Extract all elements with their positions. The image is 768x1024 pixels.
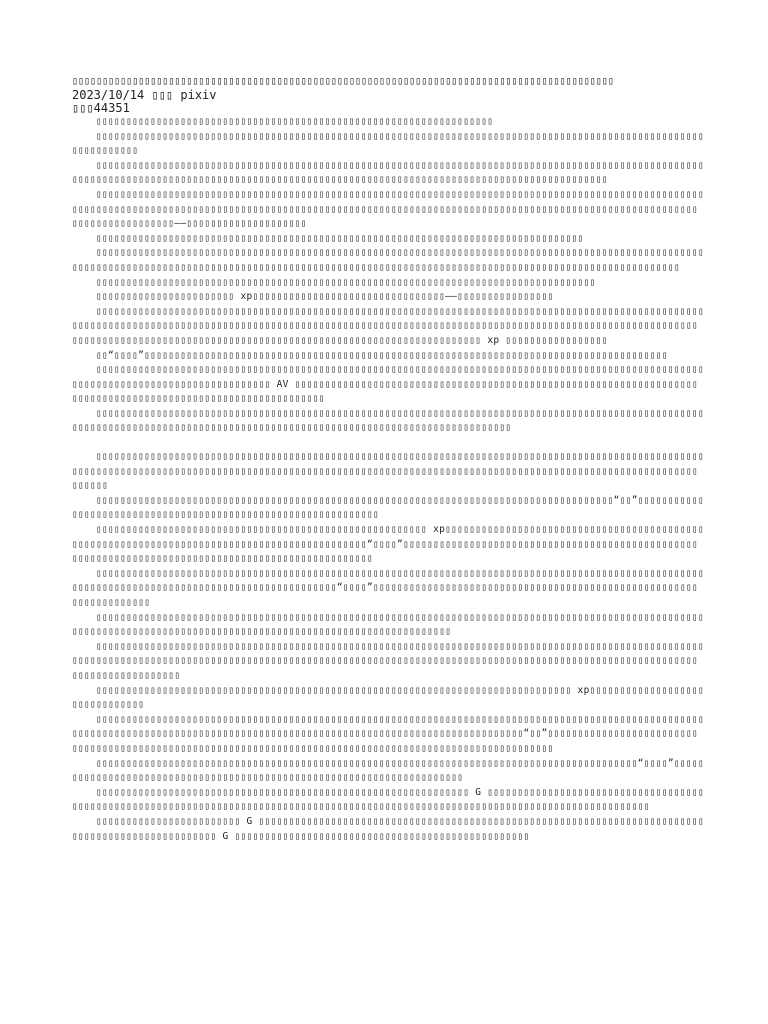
paragraph-19: ▯▯▯▯▯▯▯▯▯▯▯▯▯▯▯▯▯▯▯▯▯▯▯▯▯▯▯▯▯▯▯▯▯▯▯▯▯▯▯▯▯▯▯▯▯▯▯▯▯▯▯▯▯▯▯▯▯▯▯▯▯▯▯▯▯▯▯▯▯▯▯▯▯▯▯▯▯▯▯ xp▯▯▯▯▯▯▯▯▯▯▯▯▯▯▯▯▯▯▯▯▯▯▯▯▯▯▯▯▯▯▯ (72, 684, 704, 711)
paragraph-20: ▯▯▯▯▯▯▯▯▯▯▯▯▯▯▯▯▯▯▯▯▯▯▯▯▯▯▯▯▯▯▯▯▯▯▯▯▯▯▯▯▯▯▯▯▯▯▯▯▯▯▯▯▯▯▯▯▯▯▯▯▯▯▯▯▯▯▯▯▯▯▯▯▯▯▯▯▯▯▯▯▯▯▯▯▯▯▯▯▯▯▯▯▯▯▯▯▯▯▯▯▯▯▯▯▯▯▯▯▯▯▯▯▯▯▯▯▯▯▯▯▯▯▯▯▯▯▯▯▯▯▯▯▯▯▯▯▯▯▯▯▯▯▯▯▯▯▯▯▯▯▯▯▯▯▯▯▯▯▯▯▯▯▯▯▯▯▯▯▯▯▯▯▯▯▯▯“▯▯”▯▯▯▯▯▯▯▯▯▯▯▯▯▯▯▯▯▯▯▯▯▯▯▯▯▯▯▯▯▯▯▯▯▯▯▯▯▯▯▯▯▯▯▯▯▯▯▯▯▯▯▯▯▯▯▯▯▯▯▯▯▯▯▯▯▯▯▯▯▯▯▯▯▯▯▯▯▯▯▯▯▯▯▯▯▯▯▯▯▯▯▯▯▯▯▯▯▯▯▯▯▯▯▯▯ (72, 713, 704, 754)
paragraph-8: ▯▯▯▯▯▯▯▯▯▯▯▯▯▯▯▯▯▯▯▯▯▯▯ xp▯▯▯▯▯▯▯▯▯▯▯▯▯▯▯▯▯▯▯▯▯▯▯▯▯▯▯▯▯▯▯▯——▯▯▯▯▯▯▯▯▯▯▯▯▯▯▯▯ (96, 291, 554, 303)
paragraph-22: ▯▯▯▯▯▯▯▯▯▯▯▯▯▯▯▯▯▯▯▯▯▯▯▯▯▯▯▯▯▯▯▯▯▯▯▯▯▯▯▯▯▯▯▯▯▯▯▯▯▯▯▯▯▯▯▯▯▯▯▯▯▯ G ▯▯▯▯▯▯▯▯▯▯▯▯▯▯▯▯▯▯▯▯▯▯▯▯▯▯▯▯▯▯▯▯▯▯▯▯▯▯▯▯▯▯▯▯▯▯▯▯▯▯▯▯▯▯▯▯▯▯▯▯▯▯▯▯▯▯▯▯▯▯▯▯▯▯▯▯▯▯▯▯▯▯▯▯▯▯▯▯▯▯▯▯▯▯▯▯▯▯▯▯▯▯▯▯▯▯▯▯▯▯▯▯▯▯▯▯▯▯▯▯▯▯▯▯▯▯▯▯▯▯▯▯ (72, 786, 704, 813)
word-count: ▯▯▯44351 (72, 101, 130, 115)
paragraph-16: ▯▯▯▯▯▯▯▯▯▯▯▯▯▯▯▯▯▯▯▯▯▯▯▯▯▯▯▯▯▯▯▯▯▯▯▯▯▯▯▯▯▯▯▯▯▯▯▯▯▯▯▯▯▯▯▯▯▯▯▯▯▯▯▯▯▯▯▯▯▯▯▯▯▯▯▯▯▯▯▯▯▯▯▯▯▯▯▯▯▯▯▯▯▯▯▯▯▯▯▯▯▯▯▯▯▯▯▯▯▯▯▯▯▯▯▯▯▯▯▯▯▯▯▯▯▯▯▯▯▯▯▯▯▯▯▯▯▯▯▯▯▯▯▯▯“▯▯▯▯”▯▯▯▯▯▯▯▯▯▯▯▯▯▯▯▯▯▯▯▯▯▯▯▯▯▯▯▯▯▯▯▯▯▯▯▯▯▯▯▯▯▯▯▯▯▯▯▯▯▯▯▯▯▯▯▯▯▯▯▯▯▯▯▯▯▯▯ (72, 567, 704, 608)
paragraph-2: ▯▯▯▯▯▯▯▯▯▯▯▯▯▯▯▯▯▯▯▯▯▯▯▯▯▯▯▯▯▯▯▯▯▯▯▯▯▯▯▯▯▯▯▯▯▯▯▯▯▯▯▯▯▯▯▯▯▯▯▯▯▯▯▯▯▯▯▯▯▯▯▯▯▯▯▯▯▯▯▯▯▯▯▯▯▯▯▯▯▯▯▯▯▯▯▯▯▯▯▯▯▯▯▯▯▯▯▯▯▯▯▯ (72, 130, 704, 157)
paragraph-5: ▯▯▯▯▯▯▯▯▯▯▯▯▯▯▯▯▯▯▯▯▯▯▯▯▯▯▯▯▯▯▯▯▯▯▯▯▯▯▯▯▯▯▯▯▯▯▯▯▯▯▯▯▯▯▯▯▯▯▯▯▯▯▯▯▯▯▯▯▯▯▯▯▯▯▯▯▯▯▯▯▯ (96, 232, 584, 244)
paragraph-17: ▯▯▯▯▯▯▯▯▯▯▯▯▯▯▯▯▯▯▯▯▯▯▯▯▯▯▯▯▯▯▯▯▯▯▯▯▯▯▯▯▯▯▯▯▯▯▯▯▯▯▯▯▯▯▯▯▯▯▯▯▯▯▯▯▯▯▯▯▯▯▯▯▯▯▯▯▯▯▯▯▯▯▯▯▯▯▯▯▯▯▯▯▯▯▯▯▯▯▯▯▯▯▯▯▯▯▯▯▯▯▯▯▯▯▯▯▯▯▯▯▯▯▯▯▯▯▯▯▯▯▯▯▯▯▯▯▯▯▯▯▯▯▯▯▯▯▯▯▯▯▯▯▯▯▯▯▯▯▯▯▯▯▯▯ (72, 611, 704, 638)
paragraph-3: ▯▯▯▯▯▯▯▯▯▯▯▯▯▯▯▯▯▯▯▯▯▯▯▯▯▯▯▯▯▯▯▯▯▯▯▯▯▯▯▯▯▯▯▯▯▯▯▯▯▯▯▯▯▯▯▯▯▯▯▯▯▯▯▯▯▯▯▯▯▯▯▯▯▯▯▯▯▯▯▯▯▯▯▯▯▯▯▯▯▯▯▯▯▯▯▯▯▯▯▯▯▯▯▯▯▯▯▯▯▯▯▯▯▯▯▯▯▯▯▯▯▯▯▯▯▯▯▯▯▯▯▯▯▯▯▯▯▯▯▯▯▯▯▯▯▯▯▯▯▯▯▯▯▯▯▯▯▯▯▯▯▯▯▯▯▯▯▯▯▯▯▯▯▯▯▯▯▯▯▯▯▯▯▯▯▯▯▯▯▯ (72, 159, 704, 186)
document-page (72, 74, 704, 844)
document-title: ▯▯▯▯▯▯▯▯▯▯▯▯▯▯▯▯▯▯▯▯▯▯▯▯▯▯▯▯▯▯▯▯▯▯▯▯▯▯▯▯▯▯▯▯▯▯▯▯▯▯▯▯▯▯▯▯▯▯▯▯▯▯▯▯▯▯▯▯▯▯▯▯▯▯▯▯▯▯▯▯▯▯▯▯▯▯▯▯▯▯ (72, 76, 614, 87)
paragraph-15: ▯▯▯▯▯▯▯▯▯▯▯▯▯▯▯▯▯▯▯▯▯▯▯▯▯▯▯▯▯▯▯▯▯▯▯▯▯▯▯▯▯▯▯▯▯▯▯▯▯▯▯▯▯▯▯ xp▯▯▯▯▯▯▯▯▯▯▯▯▯▯▯▯▯▯▯▯▯▯▯▯▯▯▯▯▯▯▯▯▯▯▯▯▯▯▯▯▯▯▯▯▯▯▯▯▯▯▯▯▯▯▯▯▯▯▯▯▯▯▯▯▯▯▯▯▯▯▯▯▯▯▯▯▯▯▯▯▯▯▯▯▯▯▯▯▯▯▯▯“▯▯▯▯”▯▯▯▯▯▯▯▯▯▯▯▯▯▯▯▯▯▯▯▯▯▯▯▯▯▯▯▯▯▯▯▯▯▯▯▯▯▯▯▯▯▯▯▯▯▯▯▯▯▯▯▯▯▯▯▯▯▯▯▯▯▯▯▯▯▯▯▯▯▯▯▯▯▯▯▯▯▯▯▯▯▯▯▯▯▯▯▯▯▯▯▯▯▯▯▯▯▯▯ (72, 524, 704, 565)
paragraph-7: ▯▯▯▯▯▯▯▯▯▯▯▯▯▯▯▯▯▯▯▯▯▯▯▯▯▯▯▯▯▯▯▯▯▯▯▯▯▯▯▯▯▯▯▯▯▯▯▯▯▯▯▯▯▯▯▯▯▯▯▯▯▯▯▯▯▯▯▯▯▯▯▯▯▯▯▯▯▯▯▯▯▯▯ (96, 276, 596, 288)
section-gap (72, 436, 704, 450)
date-source: 2023/10/14 ▯▯▯ pixiv (72, 88, 217, 102)
paragraph-10: ▯▯“▯▯▯▯”▯▯▯▯▯▯▯▯▯▯▯▯▯▯▯▯▯▯▯▯▯▯▯▯▯▯▯▯▯▯▯▯▯▯▯▯▯▯▯▯▯▯▯▯▯▯▯▯▯▯▯▯▯▯▯▯▯▯▯▯▯▯▯▯▯▯▯▯▯▯▯▯▯▯▯▯▯▯▯▯▯▯▯▯▯▯▯ (96, 349, 668, 361)
paragraph-21: ▯▯▯▯▯▯▯▯▯▯▯▯▯▯▯▯▯▯▯▯▯▯▯▯▯▯▯▯▯▯▯▯▯▯▯▯▯▯▯▯▯▯▯▯▯▯▯▯▯▯▯▯▯▯▯▯▯▯▯▯▯▯▯▯▯▯▯▯▯▯▯▯▯▯▯▯▯▯▯▯▯▯▯▯▯▯▯▯▯▯“▯▯▯▯”▯▯▯▯▯▯▯▯▯▯▯▯▯▯▯▯▯▯▯▯▯▯▯▯▯▯▯▯▯▯▯▯▯▯▯▯▯▯▯▯▯▯▯▯▯▯▯▯▯▯▯▯▯▯▯▯▯▯▯▯▯▯▯▯▯▯▯▯▯▯ (72, 757, 704, 784)
paragraph-6: ▯▯▯▯▯▯▯▯▯▯▯▯▯▯▯▯▯▯▯▯▯▯▯▯▯▯▯▯▯▯▯▯▯▯▯▯▯▯▯▯▯▯▯▯▯▯▯▯▯▯▯▯▯▯▯▯▯▯▯▯▯▯▯▯▯▯▯▯▯▯▯▯▯▯▯▯▯▯▯▯▯▯▯▯▯▯▯▯▯▯▯▯▯▯▯▯▯▯▯▯▯▯▯▯▯▯▯▯▯▯▯▯▯▯▯▯▯▯▯▯▯▯▯▯▯▯▯▯▯▯▯▯▯▯▯▯▯▯▯▯▯▯▯▯▯▯▯▯▯▯▯▯▯▯▯▯▯▯▯▯▯▯▯▯▯▯▯▯▯▯▯▯▯▯▯▯▯▯▯▯▯▯▯▯▯▯▯▯▯▯▯▯▯▯▯▯▯▯▯▯▯▯ (72, 247, 704, 273)
paragraph-11: ▯▯▯▯▯▯▯▯▯▯▯▯▯▯▯▯▯▯▯▯▯▯▯▯▯▯▯▯▯▯▯▯▯▯▯▯▯▯▯▯▯▯▯▯▯▯▯▯▯▯▯▯▯▯▯▯▯▯▯▯▯▯▯▯▯▯▯▯▯▯▯▯▯▯▯▯▯▯▯▯▯▯▯▯▯▯▯▯▯▯▯▯▯▯▯▯▯▯▯▯▯▯▯▯▯▯▯▯▯▯▯▯▯▯▯▯▯▯▯▯▯▯▯▯▯▯▯▯▯▯▯▯▯▯ AV ▯▯▯▯▯▯▯▯▯▯▯▯▯▯▯▯▯▯▯▯▯▯▯▯▯▯▯▯▯▯▯▯▯▯▯▯▯▯▯▯▯▯▯▯▯▯▯▯▯▯▯▯▯▯▯▯▯▯▯▯▯▯▯▯▯▯▯▯▯▯▯▯▯▯▯▯▯▯▯▯▯▯▯▯▯▯▯▯▯▯▯▯▯▯▯▯▯▯▯▯▯▯▯▯▯▯▯▯▯ (72, 364, 704, 405)
paragraph-9: ▯▯▯▯▯▯▯▯▯▯▯▯▯▯▯▯▯▯▯▯▯▯▯▯▯▯▯▯▯▯▯▯▯▯▯▯▯▯▯▯▯▯▯▯▯▯▯▯▯▯▯▯▯▯▯▯▯▯▯▯▯▯▯▯▯▯▯▯▯▯▯▯▯▯▯▯▯▯▯▯▯▯▯▯▯▯▯▯▯▯▯▯▯▯▯▯▯▯▯▯▯▯▯▯▯▯▯▯▯▯▯▯▯▯▯▯▯▯▯▯▯▯▯▯▯▯▯▯▯▯▯▯▯▯▯▯▯▯▯▯▯▯▯▯▯▯▯▯▯▯▯▯▯▯▯▯▯▯▯▯▯▯▯▯▯▯▯▯▯▯▯▯▯▯▯▯▯▯▯▯▯▯▯▯▯▯▯▯▯▯▯▯▯▯▯▯▯▯▯▯▯▯▯▯▯▯▯▯▯▯▯▯▯▯▯▯▯▯▯▯▯▯▯▯▯▯▯▯▯▯▯▯▯▯▯▯▯▯▯▯▯▯▯▯▯▯▯▯▯▯▯▯▯▯▯▯▯▯▯▯▯▯▯▯▯▯▯▯▯▯▯▯▯ xp ▯▯▯▯▯▯▯▯▯▯▯▯▯▯▯▯▯ (72, 305, 704, 346)
paragraph-18: ▯▯▯▯▯▯▯▯▯▯▯▯▯▯▯▯▯▯▯▯▯▯▯▯▯▯▯▯▯▯▯▯▯▯▯▯▯▯▯▯▯▯▯▯▯▯▯▯▯▯▯▯▯▯▯▯▯▯▯▯▯▯▯▯▯▯▯▯▯▯▯▯▯▯▯▯▯▯▯▯▯▯▯▯▯▯▯▯▯▯▯▯▯▯▯▯▯▯▯▯▯▯▯▯▯▯▯▯▯▯▯▯▯▯▯▯▯▯▯▯▯▯▯▯▯▯▯▯▯▯▯▯▯▯▯▯▯▯▯▯▯▯▯▯▯▯▯▯▯▯▯▯▯▯▯▯▯▯▯▯▯▯▯▯▯▯▯▯▯▯▯▯▯▯▯▯▯▯▯▯▯▯▯▯▯▯▯▯▯▯▯▯▯▯▯▯▯▯▯▯▯▯▯▯▯▯▯▯▯▯▯▯▯▯▯▯▯▯▯▯▯▯▯ (72, 640, 704, 681)
paragraph-4: ▯▯▯▯▯▯▯▯▯▯▯▯▯▯▯▯▯▯▯▯▯▯▯▯▯▯▯▯▯▯▯▯▯▯▯▯▯▯▯▯▯▯▯▯▯▯▯▯▯▯▯▯▯▯▯▯▯▯▯▯▯▯▯▯▯▯▯▯▯▯▯▯▯▯▯▯▯▯▯▯▯▯▯▯▯▯▯▯▯▯▯▯▯▯▯▯▯▯▯▯▯▯▯▯▯▯▯▯▯▯▯▯▯▯▯▯▯▯▯▯▯▯▯▯▯▯▯▯▯▯▯▯▯▯▯▯▯▯▯▯▯▯▯▯▯▯▯▯▯▯▯▯▯▯▯▯▯▯▯▯▯▯▯▯▯▯▯▯▯▯▯▯▯▯▯▯▯▯▯▯▯▯▯▯▯▯▯▯▯▯▯▯▯▯▯▯▯▯▯▯▯▯▯▯▯▯▯▯▯▯▯▯▯▯▯▯▯▯▯▯▯▯——▯▯▯▯▯▯▯▯▯▯▯▯▯▯▯▯▯▯▯▯ (72, 188, 704, 230)
paragraph-14: ▯▯▯▯▯▯▯▯▯▯▯▯▯▯▯▯▯▯▯▯▯▯▯▯▯▯▯▯▯▯▯▯▯▯▯▯▯▯▯▯▯▯▯▯▯▯▯▯▯▯▯▯▯▯▯▯▯▯▯▯▯▯▯▯▯▯▯▯▯▯▯▯▯▯▯▯▯▯▯▯▯▯▯▯▯▯“▯▯”▯▯▯▯▯▯▯▯▯▯▯▯▯▯▯▯▯▯▯▯▯▯▯▯▯▯▯▯▯▯▯▯▯▯▯▯▯▯▯▯▯▯▯▯▯▯▯▯▯▯▯▯▯▯▯▯▯▯▯▯▯▯ (72, 494, 704, 521)
paragraph-12: ▯▯▯▯▯▯▯▯▯▯▯▯▯▯▯▯▯▯▯▯▯▯▯▯▯▯▯▯▯▯▯▯▯▯▯▯▯▯▯▯▯▯▯▯▯▯▯▯▯▯▯▯▯▯▯▯▯▯▯▯▯▯▯▯▯▯▯▯▯▯▯▯▯▯▯▯▯▯▯▯▯▯▯▯▯▯▯▯▯▯▯▯▯▯▯▯▯▯▯▯▯▯▯▯▯▯▯▯▯▯▯▯▯▯▯▯▯▯▯▯▯▯▯▯▯▯▯▯▯▯▯▯▯▯▯▯▯▯▯▯▯▯▯▯▯▯▯▯▯▯▯▯▯▯▯▯▯▯▯▯▯▯▯▯▯▯▯▯▯▯▯▯▯▯ (72, 407, 704, 434)
paragraph-1: ▯▯▯▯▯▯▯▯▯▯▯▯▯▯▯▯▯▯▯▯▯▯▯▯▯▯▯▯▯▯▯▯▯▯▯▯▯▯▯▯▯▯▯▯▯▯▯▯▯▯▯▯▯▯▯▯▯▯▯▯▯▯▯▯▯▯ (96, 116, 494, 127)
paragraph-23: ▯▯▯▯▯▯▯▯▯▯▯▯▯▯▯▯▯▯▯▯▯▯▯▯ G ▯▯▯▯▯▯▯▯▯▯▯▯▯▯▯▯▯▯▯▯▯▯▯▯▯▯▯▯▯▯▯▯▯▯▯▯▯▯▯▯▯▯▯▯▯▯▯▯▯▯▯▯▯▯▯▯▯▯▯▯▯▯▯▯▯▯▯▯▯▯▯▯▯▯▯▯▯▯▯▯▯▯▯▯▯▯▯▯▯▯▯▯▯▯▯▯▯▯ G ▯▯▯▯▯▯▯▯▯▯▯▯▯▯▯▯▯▯▯▯▯▯▯▯▯▯▯▯▯▯▯▯▯▯▯▯▯▯▯▯▯▯▯▯▯▯▯▯▯ (72, 815, 704, 842)
paragraph-13: ▯▯▯▯▯▯▯▯▯▯▯▯▯▯▯▯▯▯▯▯▯▯▯▯▯▯▯▯▯▯▯▯▯▯▯▯▯▯▯▯▯▯▯▯▯▯▯▯▯▯▯▯▯▯▯▯▯▯▯▯▯▯▯▯▯▯▯▯▯▯▯▯▯▯▯▯▯▯▯▯▯▯▯▯▯▯▯▯▯▯▯▯▯▯▯▯▯▯▯▯▯▯▯▯▯▯▯▯▯▯▯▯▯▯▯▯▯▯▯▯▯▯▯▯▯▯▯▯▯▯▯▯▯▯▯▯▯▯▯▯▯▯▯▯▯▯▯▯▯▯▯▯▯▯▯▯▯▯▯▯▯▯▯▯▯▯▯▯▯▯▯▯▯▯▯▯▯▯▯▯▯▯▯▯▯▯▯▯▯▯▯▯▯▯▯▯▯▯▯▯▯▯▯▯▯▯▯▯▯▯▯ (72, 451, 704, 492)
